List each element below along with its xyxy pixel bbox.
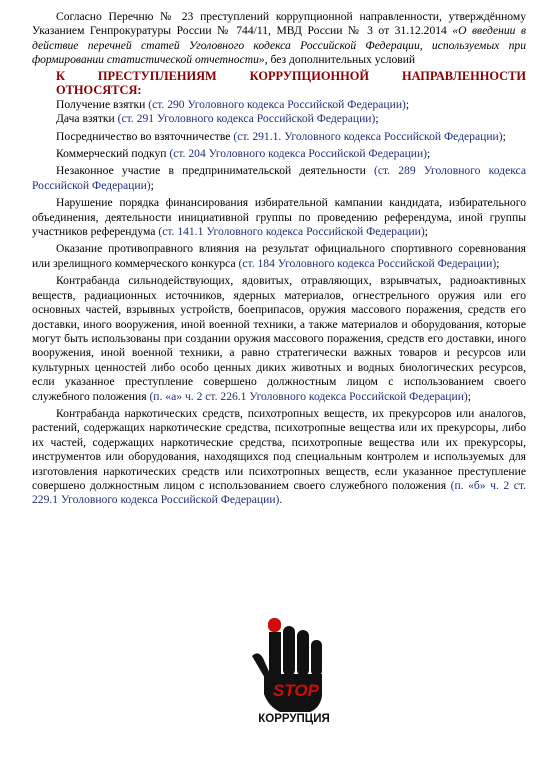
list-item	[32, 242, 526, 271]
item-punct: ;	[424, 225, 428, 239]
article-reference: (ст. 291 Уголовного кодекса Российской Федерации)	[117, 112, 376, 126]
article-reference: (п. «а» ч. 2 ст. 226.1 Уголовного кодекса Российской Федерации)	[149, 389, 468, 403]
hand-icon	[236, 616, 348, 728]
item-punct: ;	[496, 256, 500, 270]
stop-corruption-logo	[236, 616, 348, 728]
item-text: Нарушение порядка финансирования избирательной кампании кандидата, избирательного объединения, деятельности инициативной группы по проведению референдума, иной группы участников референдума	[32, 196, 526, 239]
section-heading: К ПРЕСТУПЛЕНИЯМ КОРРУПЦИОННОЙ НАПРАВЛЕННОСТИ	[56, 68, 526, 83]
item-text: Незаконное участие в предпринимательской деятельности	[56, 164, 374, 178]
item-text: Контрабанда наркотических средств, психотропных веществ, их прекурсоров или аналогов, растений, содержащих наркотические средства, психотропные вещества или их прекурсоры, либо их частей, содержащих наркотические средства, психотропные вещества или их прекурсоры, инструментов или оборудования, находящихся под специальным контролем и используемых для изготовления наркотических средств или психотропных веществ, если указанное преступление совершено должностным лицом с использованием своего служебного положения	[32, 406, 526, 492]
intro-text-end: , без дополнительных условий	[264, 53, 416, 67]
item-punct: ;	[405, 97, 410, 111]
document-page	[32, 10, 526, 508]
item-text: Получение взятки	[56, 97, 149, 111]
intro-paragraph	[32, 10, 526, 68]
article-reference: (ст. 141.1 Уголовного кодекса Российской Федерации)	[158, 225, 425, 239]
item-text: Оказание противоправного влияния на результат официального спортивного соревнования или зрелищного коммерческого конкурса	[32, 242, 526, 270]
item-punct: ;	[427, 147, 431, 161]
article-reference: (ст. 204 Уголовного кодекса Российской Федерации)	[169, 147, 428, 161]
item-punct: .	[279, 493, 283, 507]
item-text: Дача взятки	[56, 112, 118, 126]
list-item	[32, 407, 526, 508]
corruption-text: КОРРУПЦИЯ	[258, 713, 330, 725]
list-item	[32, 164, 526, 193]
decree-title: «О введении в действие перечней статей Уголовного кодекса Российской Федерации, используемых при формировании статистической отчетности»	[32, 24, 526, 67]
list-item	[32, 274, 526, 404]
list-item	[32, 147, 526, 161]
finger	[269, 632, 281, 676]
list-item	[32, 112, 526, 126]
item-text: Посредничество во взяточничестве	[56, 129, 234, 143]
item-punct: ;	[502, 129, 506, 143]
finger	[311, 640, 322, 676]
list-item	[32, 98, 526, 112]
stop-text: STOP	[273, 681, 319, 700]
article-reference: (п. «б» ч. 2 ст. 229.1 Уголовного кодекса Российской Федерации)	[32, 478, 526, 507]
finger	[283, 626, 295, 676]
item-punct: ;	[150, 178, 154, 192]
item-punct: ;	[375, 112, 379, 126]
item-text: Контрабанда сильнодействующих, ядовитых, отравляющих, взрывчатых, радиоактивных веществ, радиационных источников, ядерных материалов, огнестрельного оружия или его основных частей, взрывных устройств, боеприпасов, оружия массового поражения, средств его доставки, иного вооружения, иной военной техники, а также материалов и оборудования, которые могут быть использованы при создании оружия массового поражения, средств его доставки, иного вооружения, иной военной техники, а равно стратегически важных товаров и ресурсов или культурных ценностей либо особо ценных диких животных и водных биологических ресурсов, если указанное преступление совершено должностным лицом с использованием своего служебного положения	[32, 274, 526, 403]
article-reference: (ст. 184 Уголовного кодекса Российской Федерации)	[238, 256, 497, 270]
section-heading-continued: ОТНОСЯТСЯ:	[56, 83, 142, 98]
finger	[297, 630, 309, 676]
red-fingertip	[268, 618, 281, 632]
item-punct: ;	[467, 389, 472, 403]
list-item	[32, 130, 526, 144]
list-item	[32, 196, 526, 239]
intro-text: Согласно Перечню № 23 преступлений коррупционной направленности, утверждённому Указанием Генпрокуратуры России № 744/11, МВД России № 3 от 31.12.2014	[32, 10, 526, 38]
article-reference: (ст. 289 Уголовного кодекса Российской Федерации)	[32, 164, 526, 192]
article-reference: (ст. 290 Уголовного кодекса Российской Федерации)	[148, 97, 406, 111]
item-text: Коммерческий подкуп	[56, 147, 170, 161]
article-reference: (ст. 291.1. Уголовного кодекса Российской Федерации)	[233, 129, 503, 143]
